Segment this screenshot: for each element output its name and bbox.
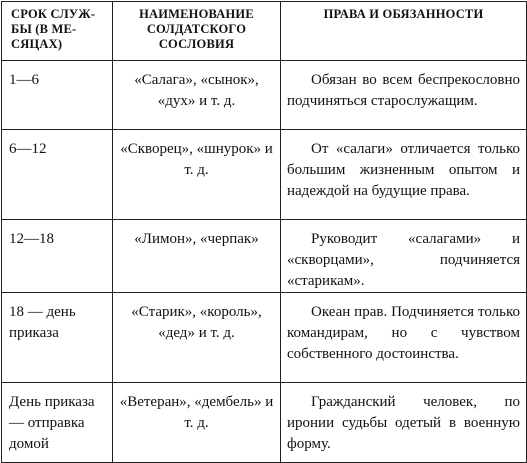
cell-name: «Скворец», «шнурок» и т. д. [113, 130, 281, 220]
service-ranks-table [1, 1, 527, 463]
cell-name: «Салага», «сынок», «дух» и т. д. [113, 61, 281, 130]
table-row [2, 383, 527, 463]
cell-term: 18 — день приказа [2, 293, 113, 383]
header-term: СРОК СЛУЖ-БЫ (В МЕ-СЯЦАХ) [2, 2, 113, 61]
table-row [2, 61, 527, 130]
cell-term: 6—12 [2, 130, 113, 220]
cell-rights: От «салаги» отличается только большим жизненным опытом и надеждой на будущие права. [281, 130, 527, 220]
table-row [2, 130, 527, 220]
table-row [2, 293, 527, 383]
cell-name: «Старик», «король», «дед» и т. д. [113, 293, 281, 383]
cell-term: 12—18 [2, 220, 113, 293]
header-rights: ПРАВА И ОБЯЗАННОСТИ [281, 2, 527, 61]
table-header-row [2, 2, 527, 61]
table-row [2, 220, 527, 293]
cell-term: День приказа — отправка домой [2, 383, 113, 463]
cell-name: «Лимон», «черпак» [113, 220, 281, 293]
cell-rights: Океан прав. Подчиняется только командирам, но с чувством собственного достоинства. [281, 293, 527, 383]
cell-rights: Обязан во всем беспрекословно подчиняться старослужащим. [281, 61, 527, 130]
header-name: НАИМЕНОВАНИЕ СОЛДАТСКОГО СОСЛОВИЯ [113, 2, 281, 61]
cell-name: «Ветеран», «дембель» и т. д. [113, 383, 281, 463]
cell-rights: Руководит «салагами» и «скворцами», подчиняется «старикам». [281, 220, 527, 293]
cell-term: 1—6 [2, 61, 113, 130]
cell-rights: Гражданский человек, по иронии судьбы одетый в военную форму. [281, 383, 527, 463]
